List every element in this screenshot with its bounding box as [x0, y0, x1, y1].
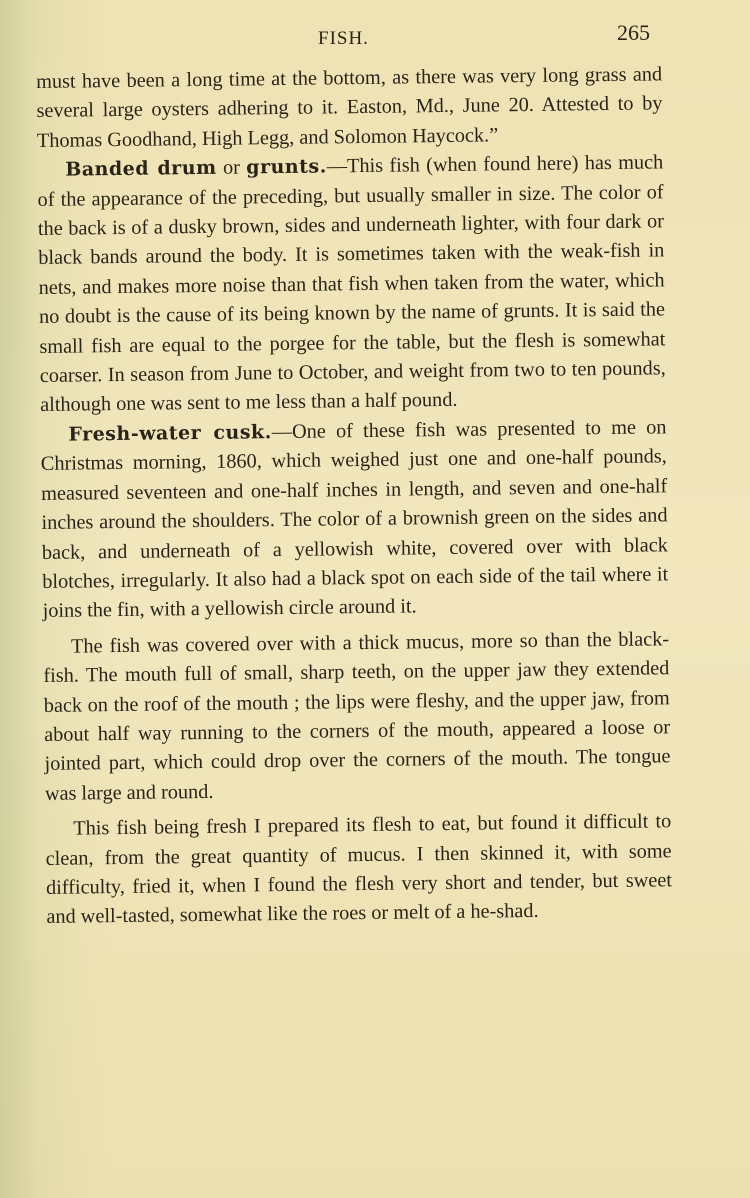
- paragraph-text: This fish being fresh I prepared its flesh to eat, but found it difficult to clean, from the great quantity of mucus. I then skinned it, with some difficulty, fried it, when I found the flesh very short and tender, but sweet and well-tasted, somewhat like the roes or melt of a he-shad.: [45, 810, 673, 929]
- paragraph-banded-drum: [37, 149, 666, 421]
- paragraph-text: —This fish (when found here) has much of the appearance of the preceding, but usually smaller in size. The color of the back is of a dusky brown, sides and underneath lighter, with four dark or black bands around the body. It is sometimes taken with the weak-fish in nets, and makes more noise than that fish when taken from the water, which no doubt is the cause of its being known by the name of grunts. It is said the small fish are equal to the porgee for the table, but the flesh is somewhat coarser. In season from June to October, and weight from two to ten pounds, although one was sent to me less than a half pound.: [37, 151, 666, 417]
- headword-connector: or: [216, 156, 247, 180]
- headword-banded-drum: Banded drum: [65, 157, 217, 181]
- body-text: [36, 60, 673, 932]
- headword-fresh-water-cusk: Fresh-water cusk.: [68, 421, 272, 446]
- paragraph-text: —One of these fish was presented to me on Christmas morning, 1860, which weighed just one and one-half pounds, measured seventeen and one-half inches in length, and seven and one-half inches around the shoulders. The color of a brownish green on the sides and back, and underneath of a yellowish white, covered over with black blotches, irregularly. It also had a black spot on each side of the tail where it joins the fin, with a yellowish circle around it.: [40, 416, 669, 623]
- paragraph-text: must have been a long time at the bottom, as there was very long grass and several large oysters adhering to it. Easton, Md., June 20. Attested to by Thomas Goodhand, High Legg, and Solomon Haycock.”: [36, 63, 663, 152]
- headword-grunts: grunts.: [246, 155, 327, 179]
- paragraph-text: The fish was covered over with a thick mucus, more so than the black-fish. The mouth full of small, sharp teeth, on the upper jaw they extended back on the roof of the mouth ; the lips were fleshy, and the upper jaw, from about half way running to the corners of the mouth, appeared a loose or jointed part, which could drop over the corners of the mouth. The tongue was large and round.: [43, 628, 671, 805]
- paragraph-continued: [36, 60, 663, 156]
- paragraph-fresh-water-cusk: [40, 413, 668, 626]
- paragraph-cooking: [45, 807, 672, 932]
- paragraph-mucus: [43, 625, 671, 809]
- running-head: FISH.: [318, 28, 369, 49]
- page-header: [0, 14, 750, 54]
- page-number: 265: [617, 20, 650, 45]
